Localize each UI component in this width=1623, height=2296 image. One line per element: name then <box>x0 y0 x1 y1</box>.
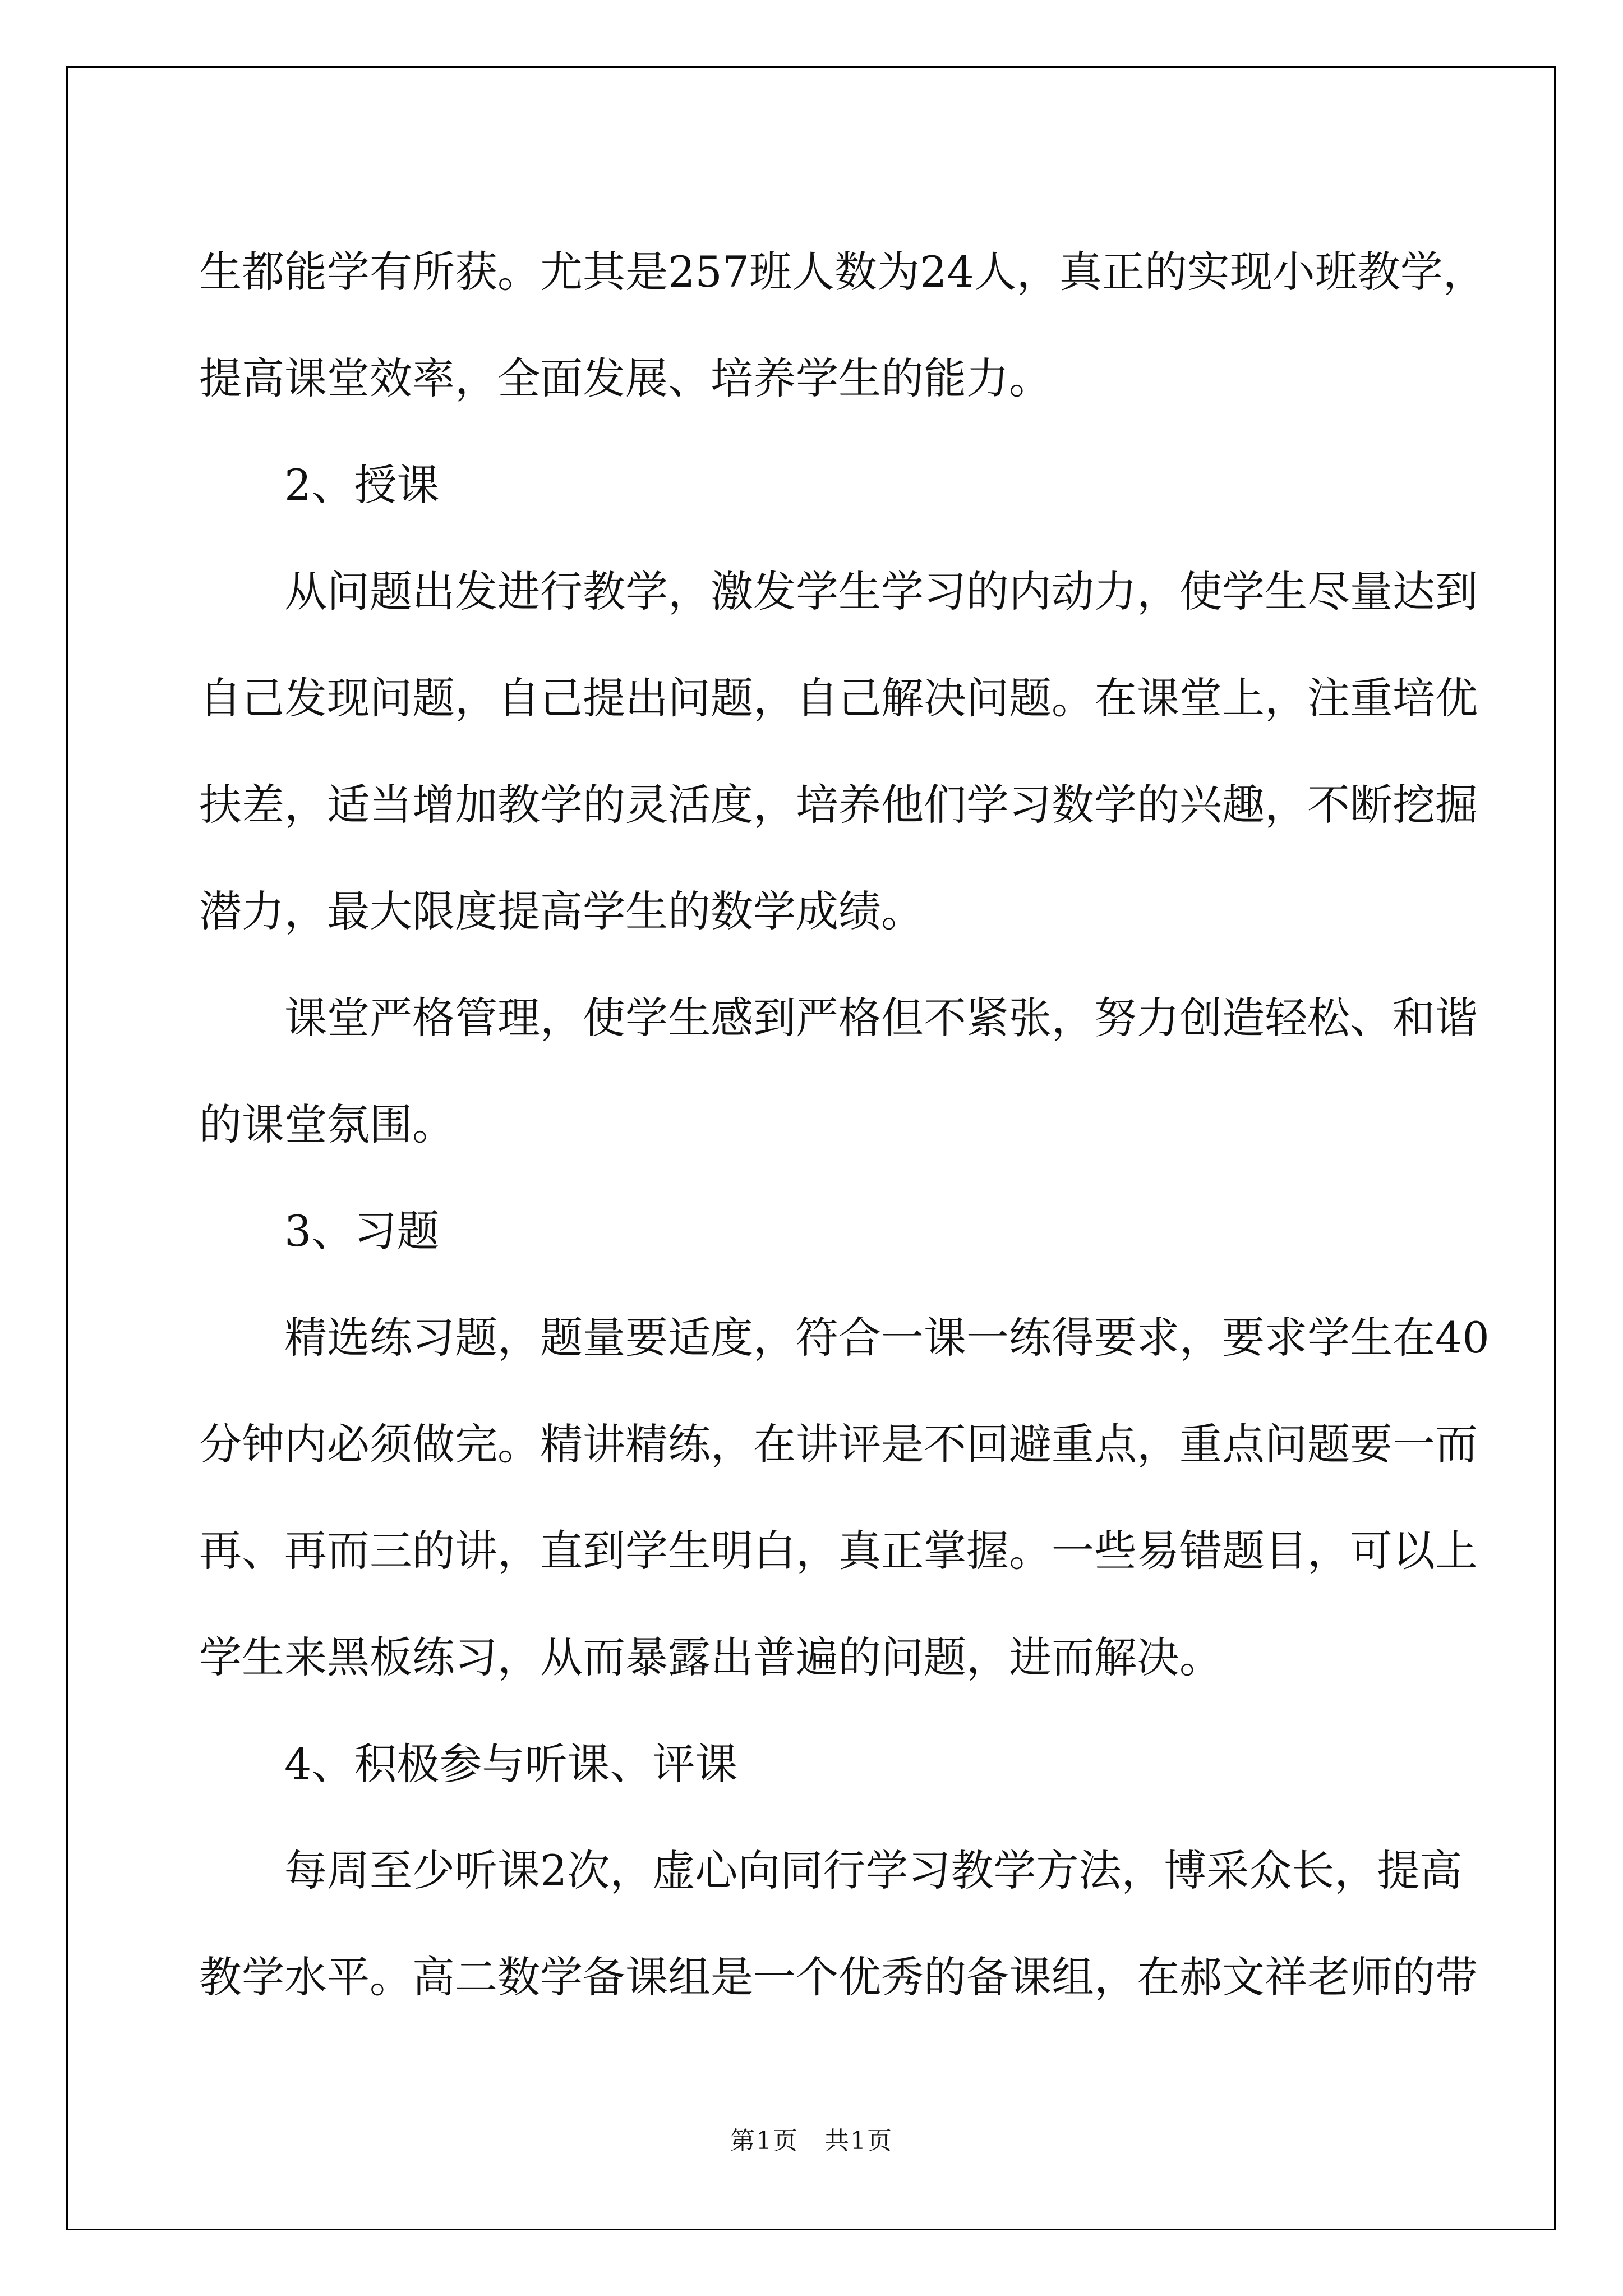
section-heading-2: 2、授课 <box>284 460 440 510</box>
text-line-2: 提高课堂效率，全面发展、培养学生的能力。 <box>199 353 1052 403</box>
text-line-17: 教学水平。高二数学备课组是一个优秀的备课组，在郝文祥老师的带 <box>199 1952 1478 2002</box>
text-line-8: 课堂严格管理，使学生感到严格但不紧张，努力创造轻松、和谐 <box>284 993 1478 1043</box>
text-line-4: 从问题出发进行教学，激发学生学习的内动力，使学生尽量达到 <box>284 567 1478 616</box>
section-heading-3: 3、习题 <box>284 1206 440 1256</box>
page-footer: 第1页 共1页 <box>730 2127 893 2155</box>
document-body <box>199 219 1490 2031</box>
text-line-7: 潜力，最大限度提高学生的数学成绩。 <box>199 886 924 936</box>
text-line-12: 分钟内必须做完。精讲精练，在讲评是不回避重点，重点问题要一而 <box>199 1419 1478 1469</box>
text-line-5: 自己发现问题，自己提出问题，自己解决问题。在课堂上，注重培优 <box>199 673 1478 723</box>
text-line-1: 生都能学有所获。尤其是257班人数为24人，真正的实现小班教学， <box>199 247 1486 297</box>
text-line-11: 精选练习题，题量要适度，符合一课一练得要求，要求学生在40 <box>284 1313 1490 1363</box>
text-line-9: 的课堂氛围。 <box>199 1099 455 1149</box>
text-line-6: 扶差，适当增加教学的灵活度，培养他们学习数学的兴趣，不断挖掘 <box>199 780 1478 830</box>
text-line-13: 再、再而三的讲，直到学生明白，真正掌握。一些易错题目，可以上 <box>199 1526 1478 1576</box>
text-line-16: 每周至少听课2次，虚心向同行学习教学方法，博采众长，提高 <box>284 1846 1463 1895</box>
section-heading-4: 4、积极参与听课、评课 <box>284 1739 738 1789</box>
text-line-14: 学生来黑板练习，从而暴露出普遍的问题，进而解决。 <box>199 1632 1222 1682</box>
